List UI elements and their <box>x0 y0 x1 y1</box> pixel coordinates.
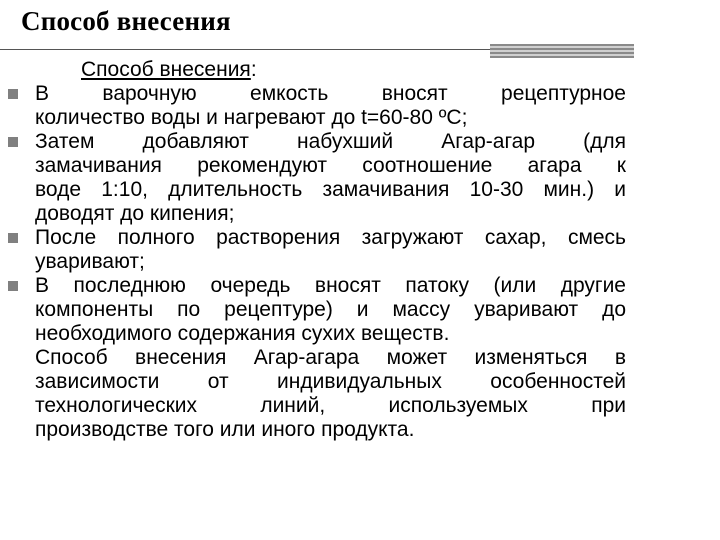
item-line: уваривают; <box>35 250 145 273</box>
square-bullet-icon <box>8 89 18 99</box>
closing-paragraph <box>35 346 626 442</box>
closing-line: технологических линий, используемых при <box>35 394 626 417</box>
item-line: воде 1:10, длительность замачивания 10-30 мин.) и <box>35 178 626 201</box>
intro-label: Способ внесения <box>81 58 251 81</box>
square-bullet-icon <box>8 233 18 243</box>
intro-heading <box>0 58 626 82</box>
item-line: Затем добавляют набухший Агар-агар (для <box>35 130 626 153</box>
slide-body <box>0 58 720 442</box>
item-line: В варочную емкость вносят рецептурное <box>35 82 626 105</box>
item-line: количество воды и нагревают до t=60-80 ºC; <box>35 106 468 129</box>
list-item <box>35 226 626 274</box>
slide-title: Способ внесения <box>21 6 231 36</box>
item-line: замачивания рекомендуют соотношение агара к <box>35 154 626 177</box>
title-divider-accent <box>490 44 634 58</box>
closing-line: зависимости от индивидуальных особенностей <box>35 370 626 393</box>
intro-colon: : <box>250 58 257 81</box>
item-line: компоненты по рецептуре) и массу уваривают до <box>35 298 626 321</box>
item-line: доводят до кипения; <box>35 202 235 225</box>
item-line: После полного растворения загружают сахар, смесь <box>35 226 626 249</box>
item-line: В последнюю очередь вносят патоку (или другие <box>35 274 626 297</box>
list-item <box>35 130 626 226</box>
square-bullet-icon <box>8 281 18 291</box>
list-item <box>35 274 626 346</box>
closing-line: производстве того или иного продукта. <box>35 418 415 441</box>
item-line: необходимого содержания сухих веществ. <box>35 322 450 345</box>
closing-line: Способ внесения Агар-агара может изменяться в <box>35 346 626 369</box>
list-item <box>35 82 626 130</box>
square-bullet-icon <box>8 137 18 147</box>
